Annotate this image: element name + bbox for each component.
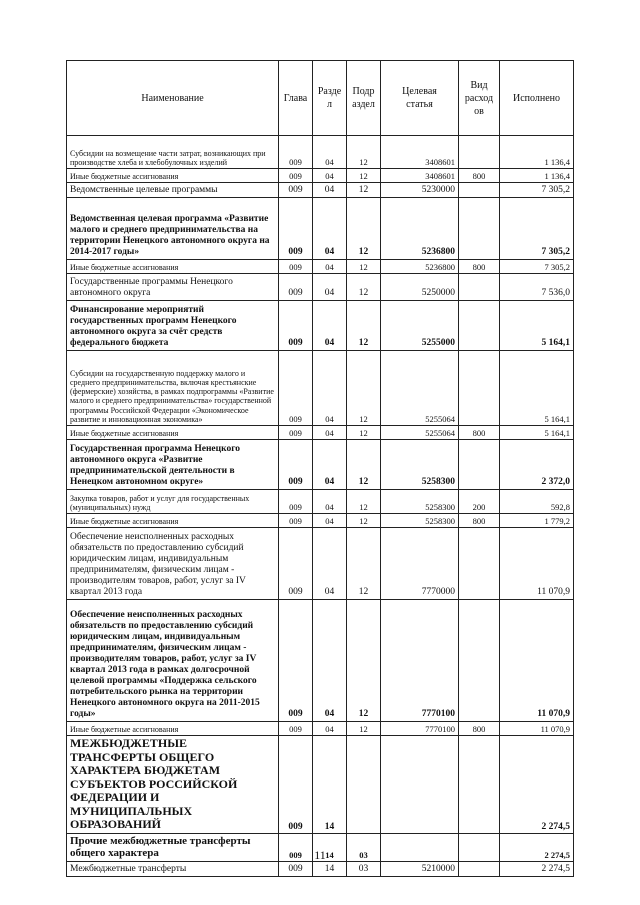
cell-executed: 5 164,1 bbox=[500, 426, 574, 440]
cell-name: МЕЖБЮДЖЕТНЫЕ ТРАНСФЕРТЫ ОБЩЕГО ХАРАКТЕРА БЮДЖЕТАМ СУБЪЕКТОВ РОССИЙСКОЙ ФЕДЕРАЦИИ И МУНИЦИПАЛЬНЫХ ОБРАЗОВАНИЙ bbox=[67, 736, 279, 834]
cell-expense-type bbox=[459, 736, 500, 834]
cell-target-article: 7770100 bbox=[381, 722, 459, 736]
cell-subsection: 12 bbox=[347, 722, 381, 736]
cell-chapter: 009 bbox=[279, 490, 313, 514]
table-row bbox=[67, 198, 574, 260]
cell-subsection: 12 bbox=[347, 169, 381, 183]
cell-executed: 2 274,5 bbox=[500, 833, 574, 861]
cell-executed: 11 070,9 bbox=[500, 600, 574, 722]
cell-section: 04 bbox=[313, 274, 347, 301]
cell-executed: 1 136,4 bbox=[500, 169, 574, 183]
cell-chapter: 009 bbox=[279, 426, 313, 440]
cell-name: Обеспечение неисполненных расходных обязательств по предоставлению субсидий юридическим лицам, индивидуальным предпринимателям, физическим лицам - производителям товаров, работ, услуг за IV квартал 2013 года в рамках долгосрочной целевой программы «Поддержка сельского потребительского рынка на территории Ненецкого автономного округа на 2011-2015 годы» bbox=[67, 600, 279, 722]
cell-section: 04 bbox=[313, 260, 347, 274]
cell-expense-type: 800 bbox=[459, 260, 500, 274]
table-body bbox=[67, 136, 574, 877]
cell-chapter: 009 bbox=[279, 600, 313, 722]
cell-expense-type bbox=[459, 136, 500, 169]
table-row bbox=[67, 351, 574, 426]
header-section: Разде л bbox=[313, 61, 347, 136]
cell-executed: 5 164,1 bbox=[500, 351, 574, 426]
cell-expense-type bbox=[459, 600, 500, 722]
table-row bbox=[67, 490, 574, 514]
cell-subsection: 12 bbox=[347, 514, 381, 528]
cell-subsection: 12 bbox=[347, 136, 381, 169]
cell-name: Субсидии на возмещение части затрат, возникающих при производстве хлеба и хлебобулочных изделий bbox=[67, 136, 279, 169]
cell-chapter: 009 bbox=[279, 861, 313, 876]
cell-executed: 1 779,2 bbox=[500, 514, 574, 528]
cell-name: Иные бюджетные ассигнования bbox=[67, 722, 279, 736]
cell-subsection: 12 bbox=[347, 528, 381, 600]
cell-expense-type bbox=[459, 198, 500, 260]
cell-executed: 11 070,9 bbox=[500, 528, 574, 600]
table-row bbox=[67, 136, 574, 169]
cell-subsection: 12 bbox=[347, 600, 381, 722]
cell-expense-type: 800 bbox=[459, 514, 500, 528]
cell-name: Ведомственная целевая программа «Развитие малого и среднего предпринимательства на территории Ненецкого автономного округа на 2014-2017 годы» bbox=[67, 198, 279, 260]
cell-target-article: 5236800 bbox=[381, 260, 459, 274]
cell-target-article: 5255064 bbox=[381, 351, 459, 426]
cell-target-article: 5255000 bbox=[381, 301, 459, 351]
table-row bbox=[67, 169, 574, 183]
cell-section: 04 bbox=[313, 528, 347, 600]
cell-executed: 7 305,2 bbox=[500, 183, 574, 198]
cell-subsection: 12 bbox=[347, 198, 381, 260]
table-row bbox=[67, 183, 574, 198]
cell-name: Закупка товаров, работ и услуг для государственных (муниципальных) нужд bbox=[67, 490, 279, 514]
cell-target-article: 5230000 bbox=[381, 183, 459, 198]
cell-name: Государственная программа Ненецкого автономного округа «Развитие предпринимательской деятельности в Ненецком автономном округе» bbox=[67, 440, 279, 490]
cell-section: 14 bbox=[313, 833, 347, 861]
cell-chapter: 009 bbox=[279, 440, 313, 490]
cell-expense-type: 800 bbox=[459, 169, 500, 183]
cell-executed: 7 536,0 bbox=[500, 274, 574, 301]
cell-chapter: 009 bbox=[279, 351, 313, 426]
cell-section: 14 bbox=[313, 861, 347, 876]
cell-subsection: 12 bbox=[347, 183, 381, 198]
cell-section: 04 bbox=[313, 301, 347, 351]
cell-chapter: 009 bbox=[279, 136, 313, 169]
cell-section: 14 bbox=[313, 736, 347, 834]
cell-target-article: 5258300 bbox=[381, 440, 459, 490]
cell-chapter: 009 bbox=[279, 183, 313, 198]
cell-section: 04 bbox=[313, 440, 347, 490]
header-chapter: Глава bbox=[279, 61, 313, 136]
cell-expense-type bbox=[459, 183, 500, 198]
cell-name: Иные бюджетные ассигнования bbox=[67, 260, 279, 274]
cell-section: 04 bbox=[313, 351, 347, 426]
cell-chapter: 009 bbox=[279, 833, 313, 861]
table-row bbox=[67, 861, 574, 876]
cell-expense-type bbox=[459, 528, 500, 600]
cell-expense-type bbox=[459, 861, 500, 876]
cell-executed: 2 274,5 bbox=[500, 736, 574, 834]
budget-table-container bbox=[66, 60, 573, 877]
cell-expense-type bbox=[459, 351, 500, 426]
cell-executed: 2 274,5 bbox=[500, 861, 574, 876]
cell-expense-type bbox=[459, 440, 500, 490]
cell-target-article: 5210000 bbox=[381, 861, 459, 876]
cell-subsection: 12 bbox=[347, 301, 381, 351]
cell-name: Государственные программы Ненецкого автономного округа bbox=[67, 274, 279, 301]
cell-target-article bbox=[381, 736, 459, 834]
table-row bbox=[67, 722, 574, 736]
cell-section: 04 bbox=[313, 490, 347, 514]
cell-chapter: 009 bbox=[279, 169, 313, 183]
cell-target-article: 3408601 bbox=[381, 136, 459, 169]
cell-section: 04 bbox=[313, 600, 347, 722]
table-row bbox=[67, 274, 574, 301]
cell-section: 04 bbox=[313, 426, 347, 440]
cell-executed: 7 305,2 bbox=[500, 260, 574, 274]
cell-target-article: 3408601 bbox=[381, 169, 459, 183]
cell-expense-type: 200 bbox=[459, 490, 500, 514]
table-row bbox=[67, 528, 574, 600]
cell-subsection bbox=[347, 736, 381, 834]
cell-name: Ведомственные целевые программы bbox=[67, 183, 279, 198]
cell-chapter: 009 bbox=[279, 274, 313, 301]
cell-section: 04 bbox=[313, 514, 347, 528]
cell-name: Субсидии на государственную поддержку малого и среднего предпринимательства, включая крестьянские (фермерские) хозяйства, в рамках подпрограммы «Развитие малого и среднего предпринимательства» государственной программы Российской Федерации «Экономическое развитие и инновационная экономика» bbox=[67, 351, 279, 426]
cell-name: Обеспечение неисполненных расходных обязательств по предоставлению субсидий юридическим лицам, индивидуальным предпринимателям, физическим лицам - производителям товаров, работ, услуг за IV квартал 2013 года bbox=[67, 528, 279, 600]
table-header-row bbox=[67, 61, 574, 136]
cell-chapter: 009 bbox=[279, 722, 313, 736]
cell-executed: 11 070,9 bbox=[500, 722, 574, 736]
cell-executed: 5 164,1 bbox=[500, 301, 574, 351]
cell-chapter: 009 bbox=[279, 260, 313, 274]
cell-name: Прочие межбюджетные трансферты общего характера bbox=[67, 833, 279, 861]
cell-chapter: 009 bbox=[279, 514, 313, 528]
cell-chapter: 009 bbox=[279, 528, 313, 600]
cell-target-article: 5258300 bbox=[381, 514, 459, 528]
cell-chapter: 009 bbox=[279, 736, 313, 834]
cell-expense-type bbox=[459, 301, 500, 351]
header-target-article: Целевая статья bbox=[381, 61, 459, 136]
cell-name: Межбюджетные трансферты bbox=[67, 861, 279, 876]
cell-subsection: 12 bbox=[347, 260, 381, 274]
header-executed: Исполнено bbox=[500, 61, 574, 136]
cell-target-article: 5250000 bbox=[381, 274, 459, 301]
table-row bbox=[67, 514, 574, 528]
cell-executed: 2 372,0 bbox=[500, 440, 574, 490]
cell-subsection: 12 bbox=[347, 440, 381, 490]
cell-chapter: 009 bbox=[279, 198, 313, 260]
cell-target-article: 5236800 bbox=[381, 198, 459, 260]
cell-expense-type: 800 bbox=[459, 426, 500, 440]
cell-executed: 7 305,2 bbox=[500, 198, 574, 260]
cell-name: Финансирование мероприятий государственных программ Ненецкого автономного округа за счёт средств федерального бюджета bbox=[67, 301, 279, 351]
table-row bbox=[67, 736, 574, 834]
header-subsection: Подр аздел bbox=[347, 61, 381, 136]
cell-subsection: 12 bbox=[347, 351, 381, 426]
table-row bbox=[67, 440, 574, 490]
table-row bbox=[67, 301, 574, 351]
cell-subsection: 03 bbox=[347, 861, 381, 876]
page-number: 11 bbox=[314, 848, 326, 862]
cell-section: 04 bbox=[313, 722, 347, 736]
budget-execution-table bbox=[66, 60, 574, 877]
table-row bbox=[67, 426, 574, 440]
header-expense-type: Вид расход ов bbox=[459, 61, 500, 136]
cell-subsection: 03 bbox=[347, 833, 381, 861]
table-row bbox=[67, 260, 574, 274]
cell-name: Иные бюджетные ассигнования bbox=[67, 514, 279, 528]
cell-name: Иные бюджетные ассигнования bbox=[67, 169, 279, 183]
cell-executed: 1 136,4 bbox=[500, 136, 574, 169]
cell-chapter: 009 bbox=[279, 301, 313, 351]
cell-target-article: 5255064 bbox=[381, 426, 459, 440]
cell-subsection: 12 bbox=[347, 274, 381, 301]
cell-subsection: 12 bbox=[347, 490, 381, 514]
cell-target-article: 5258300 bbox=[381, 490, 459, 514]
cell-section: 04 bbox=[313, 136, 347, 169]
cell-section: 04 bbox=[313, 169, 347, 183]
cell-target-article: 7770000 bbox=[381, 528, 459, 600]
cell-expense-type bbox=[459, 274, 500, 301]
cell-expense-type: 800 bbox=[459, 722, 500, 736]
cell-subsection: 12 bbox=[347, 426, 381, 440]
cell-target-article: 7770100 bbox=[381, 600, 459, 722]
header-name: Наименование bbox=[67, 61, 279, 136]
cell-name: Иные бюджетные ассигнования bbox=[67, 426, 279, 440]
cell-section: 04 bbox=[313, 198, 347, 260]
table-row bbox=[67, 600, 574, 722]
cell-section: 04 bbox=[313, 183, 347, 198]
cell-executed: 592,8 bbox=[500, 490, 574, 514]
